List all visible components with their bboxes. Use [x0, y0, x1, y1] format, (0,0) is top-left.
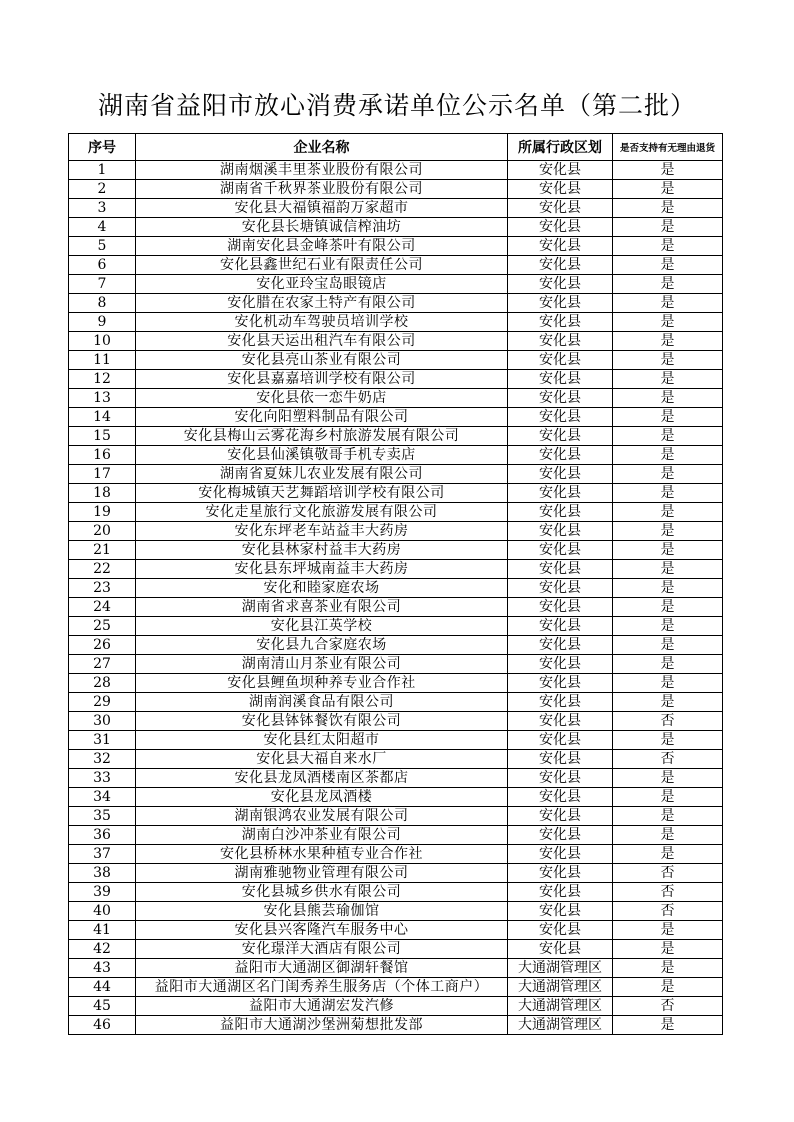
cell-district: 安化县 [508, 465, 613, 484]
cell-district: 安化县 [508, 370, 613, 389]
cell-district: 安化县 [508, 275, 613, 294]
cell-company-name: 益阳市大通湖区御湖轩餐馆 [136, 959, 508, 978]
cell-company-name: 湖南白沙冲茶业有限公司 [136, 826, 508, 845]
cell-return-support: 否 [613, 883, 723, 902]
cell-return-support: 是 [613, 199, 723, 218]
cell-district: 安化县 [508, 826, 613, 845]
cell-company-name: 湖南烟溪丰里茶业股份有限公司 [136, 161, 508, 180]
cell-serial: 6 [69, 256, 136, 275]
cell-serial: 12 [69, 370, 136, 389]
cell-return-support: 是 [613, 237, 723, 256]
table-row [69, 275, 723, 294]
cell-district: 安化县 [508, 693, 613, 712]
cell-company-name: 湖南省千秋界茶业股份有限公司 [136, 180, 508, 199]
header-serial: 序号 [69, 134, 136, 161]
cell-company-name: 益阳市大通湖区名门闺秀养生服务店（个体工商户） [136, 978, 508, 997]
table-row [69, 845, 723, 864]
cell-district: 安化县 [508, 940, 613, 959]
table-row [69, 864, 723, 883]
cell-district: 安化县 [508, 408, 613, 427]
cell-company-name: 安化县依一恋牛奶店 [136, 389, 508, 408]
cell-district: 安化县 [508, 750, 613, 769]
page-title: 湖南省益阳市放心消费承诺单位公示名单（第二批） [97, 91, 696, 120]
cell-company-name: 安化县兴客隆汽车服务中心 [136, 921, 508, 940]
cell-district: 安化县 [508, 332, 613, 351]
cell-company-name: 安化县桥林水果种植专业合作社 [136, 845, 508, 864]
cell-company-name: 湖南润溪食品有限公司 [136, 693, 508, 712]
cell-serial: 18 [69, 484, 136, 503]
cell-serial: 2 [69, 180, 136, 199]
cell-return-support: 是 [613, 921, 723, 940]
table-row [69, 370, 723, 389]
table-row [69, 959, 723, 978]
cell-return-support: 否 [613, 864, 723, 883]
cell-company-name: 湖南清山月茶业有限公司 [136, 655, 508, 674]
cell-serial: 38 [69, 864, 136, 883]
cell-return-support: 否 [613, 902, 723, 921]
cell-serial: 11 [69, 351, 136, 370]
cell-return-support: 是 [613, 332, 723, 351]
cell-return-support: 是 [613, 465, 723, 484]
cell-return-support: 是 [613, 218, 723, 237]
cell-company-name: 安化梅城镇天艺舞蹈培训学校有限公司 [136, 484, 508, 503]
cell-return-support: 是 [613, 503, 723, 522]
cell-serial: 17 [69, 465, 136, 484]
cell-serial: 13 [69, 389, 136, 408]
cell-return-support: 是 [613, 370, 723, 389]
cell-return-support: 是 [613, 484, 723, 503]
table-row [69, 674, 723, 693]
cell-return-support: 是 [613, 636, 723, 655]
cell-company-name: 安化县鑫世纪石业有限责任公司 [136, 256, 508, 275]
cell-serial: 44 [69, 978, 136, 997]
cell-return-support: 是 [613, 446, 723, 465]
cell-district: 安化县 [508, 636, 613, 655]
cell-district: 大通湖管理区 [508, 959, 613, 978]
table-row [69, 560, 723, 579]
table-row [69, 1016, 723, 1035]
cell-district: 安化县 [508, 484, 613, 503]
cell-company-name: 湖南省求喜茶业有限公司 [136, 598, 508, 617]
cell-return-support: 是 [613, 180, 723, 199]
table-row [69, 807, 723, 826]
cell-company-name: 湖南银鸿农业发展有限公司 [136, 807, 508, 826]
cell-serial: 8 [69, 294, 136, 313]
cell-company-name: 益阳市大通湖沙堡洲菊想批发部 [136, 1016, 508, 1035]
cell-company-name: 安化县林家村益丰大药房 [136, 541, 508, 560]
cell-company-name: 湖南安化县金峰茶叶有限公司 [136, 237, 508, 256]
cell-company-name: 安化向阳塑料制品有限公司 [136, 408, 508, 427]
cell-district: 安化县 [508, 180, 613, 199]
cell-return-support: 是 [613, 617, 723, 636]
cell-district: 安化县 [508, 655, 613, 674]
cell-district: 安化县 [508, 256, 613, 275]
table-row [69, 883, 723, 902]
cell-serial: 1 [69, 161, 136, 180]
cell-company-name: 安化走星旅行文化旅游发展有限公司 [136, 503, 508, 522]
cell-company-name: 安化县长塘镇诚信榨油坊 [136, 218, 508, 237]
cell-return-support: 是 [613, 807, 723, 826]
cell-return-support: 是 [613, 541, 723, 560]
table-row [69, 351, 723, 370]
cell-company-name: 安化机动车驾驶员培训学校 [136, 313, 508, 332]
cell-serial: 46 [69, 1016, 136, 1035]
cell-company-name: 安化县梅山云雾花海乡村旅游发展有限公司 [136, 427, 508, 446]
table-row [69, 503, 723, 522]
cell-serial: 22 [69, 560, 136, 579]
cell-return-support: 是 [613, 845, 723, 864]
cell-return-support: 否 [613, 997, 723, 1016]
cell-serial: 5 [69, 237, 136, 256]
table-row [69, 750, 723, 769]
cell-company-name: 安化东坪老车站益丰大药房 [136, 522, 508, 541]
cell-company-name: 安化县天运出租汽车有限公司 [136, 332, 508, 351]
cell-serial: 15 [69, 427, 136, 446]
cell-district: 安化县 [508, 883, 613, 902]
cell-return-support: 是 [613, 522, 723, 541]
table-row [69, 294, 723, 313]
table-row [69, 332, 723, 351]
cell-company-name: 安化县东坪城南益丰大药房 [136, 560, 508, 579]
table-row [69, 940, 723, 959]
cell-serial: 4 [69, 218, 136, 237]
cell-district: 安化县 [508, 237, 613, 256]
cell-district: 安化县 [508, 617, 613, 636]
cell-company-name: 湖南省夏妹儿农业发展有限公司 [136, 465, 508, 484]
cell-return-support: 是 [613, 275, 723, 294]
cell-district: 安化县 [508, 427, 613, 446]
cell-company-name: 湖南雅驰物业管理有限公司 [136, 864, 508, 883]
table-row [69, 199, 723, 218]
cell-serial: 24 [69, 598, 136, 617]
cell-district: 大通湖管理区 [508, 997, 613, 1016]
cell-district: 安化县 [508, 864, 613, 883]
cell-serial: 30 [69, 712, 136, 731]
cell-return-support: 是 [613, 598, 723, 617]
header-district: 所属行政区划 [508, 134, 613, 161]
cell-district: 安化县 [508, 522, 613, 541]
cell-company-name: 益阳市大通湖宏发汽修 [136, 997, 508, 1016]
cell-company-name: 安化县红太阳超市 [136, 731, 508, 750]
cell-district: 安化县 [508, 446, 613, 465]
cell-return-support: 是 [613, 351, 723, 370]
table-row [69, 997, 723, 1016]
cell-serial: 33 [69, 769, 136, 788]
cell-return-support: 否 [613, 712, 723, 731]
table-row [69, 921, 723, 940]
table-row [69, 655, 723, 674]
cell-district: 安化县 [508, 598, 613, 617]
cell-serial: 23 [69, 579, 136, 598]
cell-return-support: 是 [613, 313, 723, 332]
cell-return-support: 是 [613, 579, 723, 598]
table-row [69, 541, 723, 560]
cell-district: 安化县 [508, 712, 613, 731]
cell-return-support: 是 [613, 294, 723, 313]
cell-return-support: 是 [613, 978, 723, 997]
cell-company-name: 安化亚玲宝岛眼镜店 [136, 275, 508, 294]
cell-return-support: 是 [613, 940, 723, 959]
table-row [69, 218, 723, 237]
cell-company-name: 安化县九合家庭农场 [136, 636, 508, 655]
cell-company-name: 安化县大福镇福韵万家超市 [136, 199, 508, 218]
cell-serial: 31 [69, 731, 136, 750]
cell-serial: 10 [69, 332, 136, 351]
cell-district: 安化县 [508, 294, 613, 313]
cell-serial: 14 [69, 408, 136, 427]
cell-serial: 21 [69, 541, 136, 560]
cell-district: 安化县 [508, 560, 613, 579]
cell-district: 安化县 [508, 731, 613, 750]
table-row [69, 237, 723, 256]
cell-company-name: 安化县江英学校 [136, 617, 508, 636]
cell-return-support: 是 [613, 1016, 723, 1035]
cell-district: 安化县 [508, 351, 613, 370]
cell-company-name: 安化县熊芸瑜伽馆 [136, 902, 508, 921]
table-row [69, 617, 723, 636]
cell-serial: 29 [69, 693, 136, 712]
cell-return-support: 是 [613, 959, 723, 978]
cell-return-support: 是 [613, 655, 723, 674]
cell-serial: 16 [69, 446, 136, 465]
table-row [69, 579, 723, 598]
table-row [69, 712, 723, 731]
table-row [69, 484, 723, 503]
cell-return-support: 是 [613, 788, 723, 807]
merchant-list-table [68, 133, 723, 1035]
table-row [69, 788, 723, 807]
table-row [69, 389, 723, 408]
cell-serial: 43 [69, 959, 136, 978]
table-row [69, 408, 723, 427]
table-row [69, 826, 723, 845]
table-row [69, 731, 723, 750]
table-row [69, 427, 723, 446]
table-row [69, 313, 723, 332]
cell-serial: 40 [69, 902, 136, 921]
header-company-name: 企业名称 [136, 134, 508, 161]
cell-district: 安化县 [508, 769, 613, 788]
cell-company-name: 安化县城乡供水有限公司 [136, 883, 508, 902]
cell-company-name: 安化县亮山茶业有限公司 [136, 351, 508, 370]
cell-district: 安化县 [508, 161, 613, 180]
cell-district: 大通湖管理区 [508, 978, 613, 997]
cell-return-support: 是 [613, 769, 723, 788]
table-row [69, 256, 723, 275]
cell-company-name: 安化县鲤鱼坝种养专业合作社 [136, 674, 508, 693]
table-row [69, 465, 723, 484]
cell-return-support: 是 [613, 693, 723, 712]
table-row [69, 978, 723, 997]
cell-serial: 39 [69, 883, 136, 902]
cell-district: 安化县 [508, 541, 613, 560]
cell-district: 安化县 [508, 199, 613, 218]
cell-return-support: 是 [613, 256, 723, 275]
table-row [69, 598, 723, 617]
cell-serial: 9 [69, 313, 136, 332]
table-row [69, 693, 723, 712]
cell-return-support: 否 [613, 750, 723, 769]
cell-district: 安化县 [508, 845, 613, 864]
cell-return-support: 是 [613, 560, 723, 579]
cell-serial: 45 [69, 997, 136, 1016]
cell-return-support: 是 [613, 674, 723, 693]
table-row [69, 902, 723, 921]
cell-district: 大通湖管理区 [508, 1016, 613, 1035]
cell-serial: 19 [69, 503, 136, 522]
header-return-support: 是否支持有无理由退货 [613, 134, 723, 161]
cell-return-support: 是 [613, 161, 723, 180]
cell-company-name: 安化璟洋大酒店有限公司 [136, 940, 508, 959]
cell-return-support: 是 [613, 389, 723, 408]
table-row [69, 769, 723, 788]
cell-serial: 26 [69, 636, 136, 655]
cell-district: 安化县 [508, 807, 613, 826]
cell-return-support: 是 [613, 826, 723, 845]
cell-district: 安化县 [508, 313, 613, 332]
cell-serial: 20 [69, 522, 136, 541]
table-row [69, 446, 723, 465]
cell-district: 安化县 [508, 579, 613, 598]
cell-return-support: 是 [613, 731, 723, 750]
cell-company-name: 安化县钵钵餐饮有限公司 [136, 712, 508, 731]
cell-district: 安化县 [508, 218, 613, 237]
cell-serial: 25 [69, 617, 136, 636]
cell-serial: 35 [69, 807, 136, 826]
cell-serial: 27 [69, 655, 136, 674]
cell-serial: 41 [69, 921, 136, 940]
table-row [69, 522, 723, 541]
cell-company-name: 安化县仙溪镇敬哥手机专卖店 [136, 446, 508, 465]
table-row [69, 161, 723, 180]
cell-company-name: 安化和睦家庭农场 [136, 579, 508, 598]
cell-return-support: 是 [613, 408, 723, 427]
cell-district: 安化县 [508, 788, 613, 807]
cell-return-support: 是 [613, 427, 723, 446]
cell-serial: 32 [69, 750, 136, 769]
table-row [69, 636, 723, 655]
cell-serial: 3 [69, 199, 136, 218]
table-row [69, 180, 723, 199]
cell-district: 安化县 [508, 503, 613, 522]
cell-company-name: 安化县龙凤酒楼南区茶都店 [136, 769, 508, 788]
cell-serial: 28 [69, 674, 136, 693]
table-body [69, 161, 723, 1035]
cell-serial: 7 [69, 275, 136, 294]
cell-company-name: 安化县嘉嘉培训学校有限公司 [136, 370, 508, 389]
cell-district: 安化县 [508, 902, 613, 921]
cell-company-name: 安化腊在农家土特产有限公司 [136, 294, 508, 313]
cell-district: 安化县 [508, 921, 613, 940]
cell-company-name: 安化县大福自来水厂 [136, 750, 508, 769]
table-header-row [69, 134, 723, 161]
cell-company-name: 安化县龙凤酒楼 [136, 788, 508, 807]
cell-serial: 34 [69, 788, 136, 807]
cell-district: 安化县 [508, 674, 613, 693]
cell-serial: 37 [69, 845, 136, 864]
cell-district: 安化县 [508, 389, 613, 408]
cell-serial: 42 [69, 940, 136, 959]
cell-serial: 36 [69, 826, 136, 845]
